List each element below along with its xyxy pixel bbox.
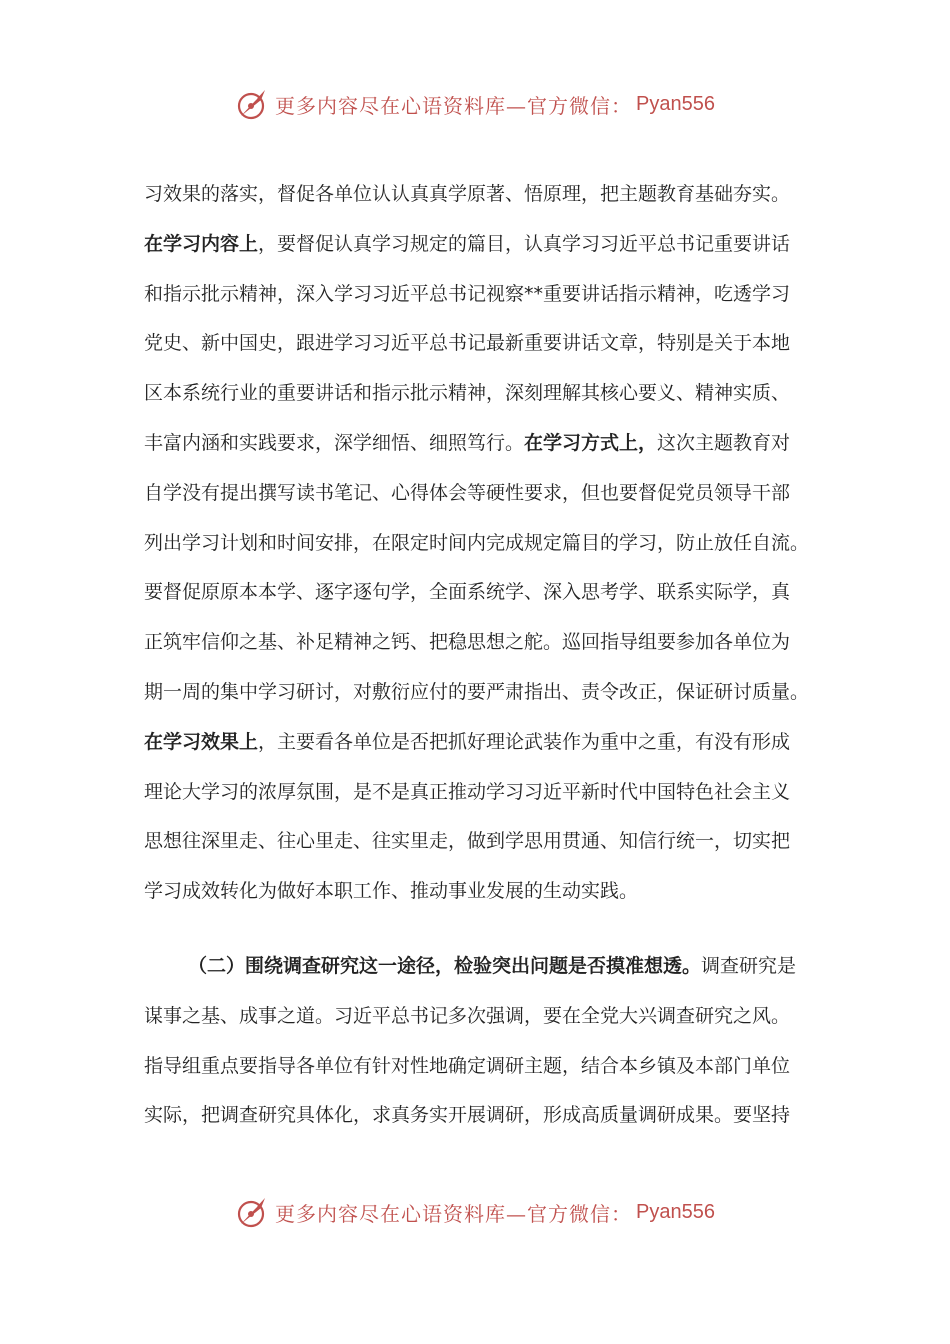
bold-heading: 在学习效果上 (144, 730, 259, 753)
banner-text: 更多内容尽在心语资料库—官方微信： (275, 93, 633, 118)
bold-heading: 在学习方式上， (524, 431, 658, 454)
text-line: 实际，把调查研究具体化，求真务实开展调研，形成高质量调研成果。要坚持 (144, 1104, 791, 1127)
text-line (144, 718, 824, 768)
quill-pen-logo-icon (235, 1194, 271, 1230)
footer-banner (0, 1190, 950, 1234)
text-line: 指导组重点要指导各单位有针对性地确定调研主题，结合本乡镇及本部门单位 (144, 1054, 791, 1077)
text-line: 自学没有提出撰写读书笔记、心得体会等硬性要求，但也要督促党员领导干部 (144, 481, 791, 504)
text-span: ，主要看各单位是否把抓好理论武装作为重中之重，有没有形成 (258, 730, 791, 753)
header-banner (0, 82, 950, 126)
text-span: 丰富内涵和实践要求，深学细悟、细照笃行。 (144, 431, 525, 454)
text-line: 思想往深里走、往心里走、往实里走，做到学思用贯通、知信行统一，切实把 (144, 830, 791, 853)
text-span: 这次主题教育对 (657, 431, 791, 454)
text-line (144, 220, 824, 270)
text-line (144, 942, 824, 992)
paragraph-study (144, 170, 824, 917)
text-line: 理论大学习的浓厚氛围，是不是真正推动学习习近平新时代中国特色社会主义 (144, 780, 791, 803)
text-line: 列出学习计划和时间安排，在限定时间内完成规定篇目的学习，防止放任自流。 (144, 531, 810, 554)
text-line: 和指示批示精神，深入学习习近平总书记视察**重要讲话指示精神，吃透学习 (144, 282, 791, 305)
text-line: 区本系统行业的重要讲话和指示批示精神，深刻理解其核心要义、精神实质、 (144, 382, 791, 405)
text-span: ，要督促认真学习规定的篇目，认真学习习近平总书记重要讲话 (258, 232, 791, 255)
wechat-id: Pyan556 (636, 92, 715, 115)
text-line: 学习成效转化为做好本职工作、推动事业发展的生动实践。 (144, 880, 639, 903)
bold-heading: 在学习内容上 (144, 232, 259, 255)
text-line: 党史、新中国史，跟进学习习近平总书记最新重要讲话文章，特别是关于本地 (144, 332, 791, 355)
quill-pen-logo-icon (235, 86, 271, 122)
text-span: 调查研究是 (701, 955, 797, 977)
banner-text: 更多内容尽在心语资料库—官方微信： (275, 1201, 633, 1226)
text-line: 正筑牢信仰之基、补足精神之钙、把稳思想之舵。巡回指导组要参加各单位为 (144, 631, 791, 654)
paragraph-research (144, 942, 824, 1141)
text-line: 期一周的集中学习研讨，对敷衍应付的要严肃指出、责令改正，保证研讨质量。 (144, 680, 810, 703)
text-line: 谋事之基、成事之道。习近平总书记多次强调，要在全党大兴调查研究之风。 (144, 1004, 791, 1027)
wechat-id: Pyan556 (636, 1200, 715, 1223)
section-heading: （二）围绕调查研究这一途径，检验突出问题是否摸准想透。 (188, 955, 702, 977)
text-line: 要督促原原本本学、逐字逐句学，全面系统学、深入思考学、联系实际学，真 (144, 581, 791, 604)
text-line (144, 419, 824, 469)
text-line: 习效果的落实，督促各单位认认真真学原著、悟原理，把主题教育基础夯实。 (144, 183, 791, 205)
